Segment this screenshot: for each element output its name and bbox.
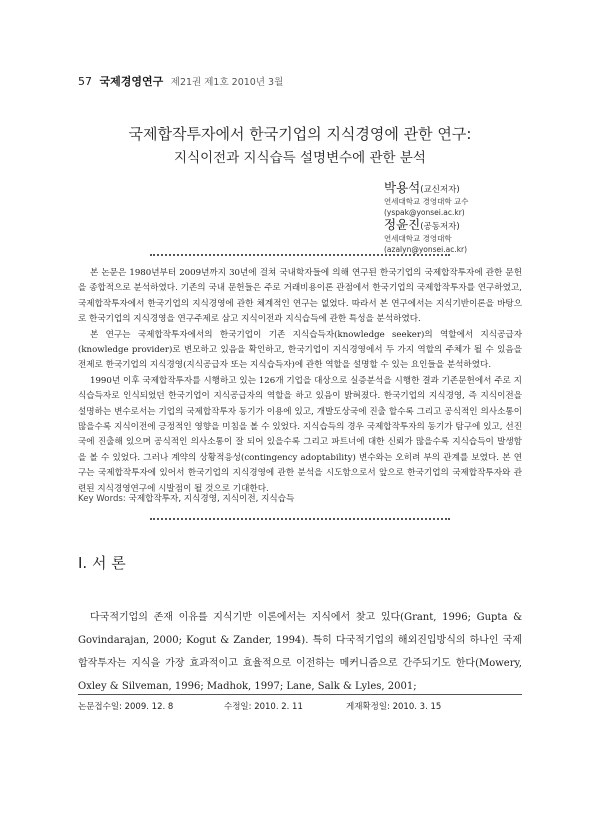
author-email: (yspak@yonsei.ac.kr) <box>384 208 465 217</box>
author-block-1 <box>384 177 468 218</box>
abstract-paragraph: 본 연구는 국제합작투자에서의 한국기업이 기존 지식습득자(knowledge seeker)의 역할에서 지식공급자(knowledge provider)로 변모하고 있음을 확인하고, 한국기업이 지식경영에서 두 가지 역할의 주체가 될 수 있음을 전제로 한국기업의 지식경영(지식공급자 또는 지식습득자)에 관한 역할을 설명할 수 있는 요인들을 분석하였다. <box>78 329 522 371</box>
author-block-2 <box>384 214 467 255</box>
footnote-rule <box>78 694 522 695</box>
author-affiliation: 연세대학교 경영대학 <box>384 234 452 243</box>
author-email: (azalyn@yonsei.ac.kr) <box>384 245 468 254</box>
author-name: 박용석 <box>384 180 421 195</box>
paper-title: 국제합작투자에서 한국기업의 지식경영에 관한 연구: <box>128 125 472 143</box>
accepted-date: 게재확정일: 2010. 3. 15 <box>346 702 442 712</box>
abstract-paragraph: 1990년 이후 국제합작투자를 시행하고 있는 126개 기업을 대상으로 실증분석을 시행한 결과 기존문헌에서 주로 지식습득자로 인식되었던 한국기업이 지식공급자의 역할을 하고 있음이 밝혀졌다. 한국기업의 지식경영, 즉 지식이전을 설명하는 변수로서는 기업의 국제합작투자 동기가 이용에 있고, 개발도상국에 진출 할수록 그리고 공식적인 의사소통이 많을수록 지식이전에 긍정적인 영향을 미침을 볼 수 있었다. 지식습득의 경우 국제합작투자의 동기가 탐구에 있고, 선진국에 진출해 있으며 공식적인 의사소통이 잘 되어 있을수록 그리고 파트너에 대한 신뢰가 많을수록 지식습득이 발생함을 볼 수 있었다. 그러나 계약의 상황적응성(contingency adoptability) 변수와는 오히려 부의 관계를 보였다. 본 연구는 국제합작투자에 있어서 한국기업의 지식경영에 관한 분석을 시도함으로서 앞으로 한국기업의 국제합작투자와 관련된 지식경영연구에 시발점이 될 것으로 기대한다. <box>78 375 522 494</box>
intro-paragraph: 다국적기업의 존재 이유를 지식기반 이론에서는 지식에서 찾고 있다(Grant, 1996; Gupta & Govindarajan, 2000; Kogut & Zander, 1994). 특히 다국적기업의 해외진입방식의 하나인 국제합작투자는 지식을 가장 효과적이고 효율적으로 이전하는 메커니즘으로 간주되기도 한다(Mowery, Oxley & Silveman, 1996; Madhok, 1997; Lane, Salk & Lyles, 2001; <box>78 612 522 692</box>
abstract <box>78 266 522 497</box>
received-date: 논문접수일: 2009. 12. 8 <box>78 702 174 712</box>
introduction <box>78 606 522 698</box>
author-affiliation: 연세대학교 경영대학 교수 <box>384 197 469 206</box>
journal-name: 국제경영연구 <box>99 75 164 88</box>
abstract-paragraph: 본 논문은 1980년부터 2009년까지 30년에 걸쳐 국내학자들에 의해 연구된 한국기업의 국제합작투자에 관한 문헌을 종합적으로 분석하였다. 기존의 국내 문헌들은 주로 거래비용이론 관점에서 한국기업의 국제합작투자를 연구하였고, 국제합작투자에서 한국기업의 지식경영에 관한 체계적인 연구는 없었다. 따라서 본 연구에서는 지식기반이론을 바탕으로 한국기업의 지식경영을 연구주제로 삼고 지식이전과 지식습득에 관한 특성을 분석하였다. <box>78 268 522 325</box>
revised-date: 수정일: 2010. 2. 11 <box>224 702 303 712</box>
author-role: (공동저자) <box>420 222 460 232</box>
paper-subtitle: 지식이전과 지식습득 설명변수에 관한 분석 <box>174 150 426 166</box>
keywords <box>78 492 522 504</box>
running-header <box>78 73 283 89</box>
section-heading: Ⅰ. 서 론 <box>78 554 126 572</box>
author-role: (교신저자) <box>420 185 460 195</box>
dotted-divider-bottom <box>150 518 450 520</box>
volume-info: 제21권 제1호 2010년 3월 <box>170 77 284 88</box>
author-name: 정윤진 <box>384 217 421 232</box>
keywords-text: 국제합작투자, 지식경영, 지식이전, 지식습득 <box>128 494 295 504</box>
page-number: 57 <box>78 75 92 88</box>
keywords-label: Key Words: <box>78 494 126 504</box>
dotted-divider-top <box>150 254 450 256</box>
